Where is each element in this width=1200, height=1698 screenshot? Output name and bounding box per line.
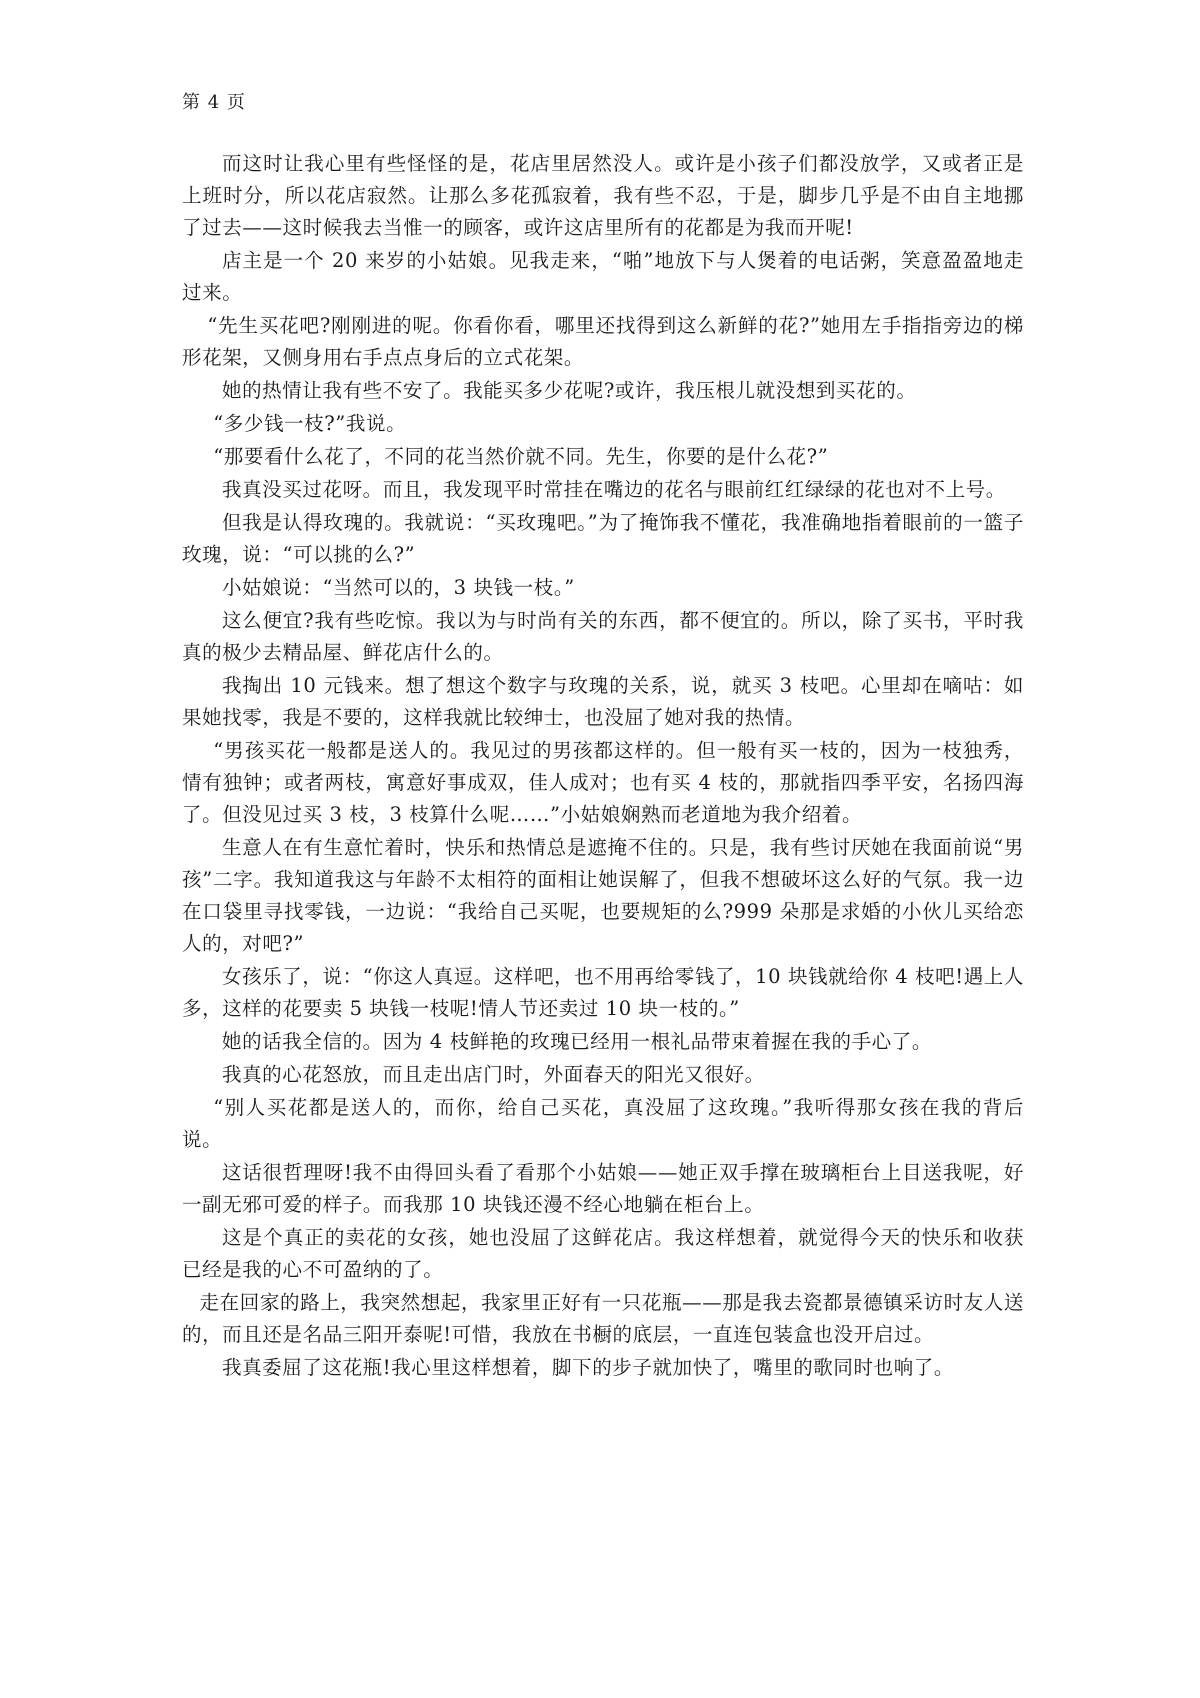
paragraph: 这话很哲理呀!我不由得回头看了看那个小姑娘——她正双手撑在玻璃柜台上目送我呢，好一副无邪可爱的样子。而我那 10 块钱还漫不经心地躺在柜台上。 bbox=[182, 1161, 1024, 1216]
page-number: 第 4 页 bbox=[182, 92, 246, 113]
paragraph: 我真的心花怒放，而且走出店门时，外面春天的阳光又很好。 bbox=[221, 1063, 765, 1086]
paragraph: 她的热情让我有些不安了。我能买多少花呢?或许，我压根儿就没想到买花的。 bbox=[221, 379, 917, 402]
paragraph: 女孩乐了，说：“你这人真逗。这样吧，也不用再给零钱了，10 块钱就给你 4 枝吧!遇上人多，这样的花要卖 5 块钱一枝呢!情人节还卖过 10 块一枝的。” bbox=[182, 965, 1024, 1020]
article-body bbox=[182, 148, 1024, 1385]
paragraph: “先生买花吧?刚刚进的呢。你看你看，哪里还找得到这么新鲜的花?”她用左手指指旁边的梯形花架，又侧身用右手点点身后的立式花架。 bbox=[182, 314, 1024, 369]
paragraph: “别人买花都是送人的，而你，给自己买花，真没屈了这玫瑰。”我听得那女孩在我的背后说。 bbox=[182, 1096, 1024, 1151]
paragraph: 生意人在有生意忙着时，快乐和热情总是遮掩不住的。只是，我有些讨厌她在我面前说“男孩”二字。我知道我这与年龄不太相符的面相让她误解了，但我不想破坏这么好的气氛。我一边在口袋里寻找零钱，一边说：“我给自己买呢，也要规矩的么?999 朵那是求婚的小伙儿买给恋人的，对吧?” bbox=[182, 836, 1024, 955]
paragraph: 她的话我全信的。因为 4 枝鲜艳的玫瑰已经用一根礼品带束着握在我的手心了。 bbox=[221, 1030, 932, 1053]
paragraph: “男孩买花一般都是送人的。我见过的男孩都这样的。但一般有买一枝的，因为一枝独秀，情有独钟；或者两枝，寓意好事成双，佳人成对；也有买 4 枝的，那就指四季平安，名扬四海了。但没见过买 3 枝，3 枝算什么呢……”小姑娘娴熟而老道地为我介绍着。 bbox=[182, 739, 1024, 826]
paragraph: 走在回家的路上，我突然想起，我家里正好有一只花瓶——那是我去瓷都景德镇采访时友人送的，而且还是名品三阳开泰呢!可惜，我放在书橱的底层，一直连包装盒也没开启过。 bbox=[182, 1291, 1024, 1346]
paragraph: “多少钱一枝?”我说。 bbox=[213, 412, 407, 435]
paragraph: “那要看什么花了，不同的花当然价就不同。先生，你要的是什么花?” bbox=[213, 445, 829, 468]
paragraph: 店主是一个 20 来岁的小姑娘。见我走来，“啪”地放下与人煲着的电话粥，笑意盈盈地走过来。 bbox=[182, 249, 1024, 304]
paragraph: 这么便宜?我有些吃惊。我以为与时尚有关的东西，都不便宜的。所以，除了买书，平时我真的极少去精品屋、鲜花店什么的。 bbox=[182, 609, 1024, 664]
paragraph: 这是个真正的卖花的女孩，她也没屈了这鲜花店。我这样想着，就觉得今天的快乐和收获已经是我的心不可盈纳的了。 bbox=[182, 1226, 1024, 1281]
paragraph: 小姑娘说：“当然可以的，3 块钱一枝。” bbox=[221, 576, 575, 599]
paragraph: 我真委屈了这花瓶!我心里这样想着，脚下的步子就加快了，嘴里的歌同时也响了。 bbox=[221, 1356, 955, 1379]
paragraph: 我真没买过花呀。而且，我发现平时常挂在嘴边的花名与眼前红红绿绿的花也对不上号。 bbox=[221, 478, 1006, 501]
paragraph: 我掏出 10 元钱来。想了想这个数字与玫瑰的关系，说，就买 3 枝吧。心里却在嘀咕：如果她找零，我是不要的，这样我就比较绅士，也没屈了她对我的热情。 bbox=[182, 674, 1024, 729]
paragraph: 而这时让我心里有些怪怪的是，花店里居然没人。或许是小孩子们都没放学，又或者正是上班时分，所以花店寂然。让那么多花孤寂着，我有些不忍，于是，脚步几乎是不由自主地挪了过去——这时候我去当惟一的顾客，或许这店里所有的花都是为我而开呢! bbox=[182, 152, 1024, 239]
paragraph: 但我是认得玫瑰的。我就说：“买玫瑰吧。”为了掩饰我不懂花，我准确地指着眼前的一篮子玫瑰，说：“可以挑的么?” bbox=[182, 511, 1024, 566]
